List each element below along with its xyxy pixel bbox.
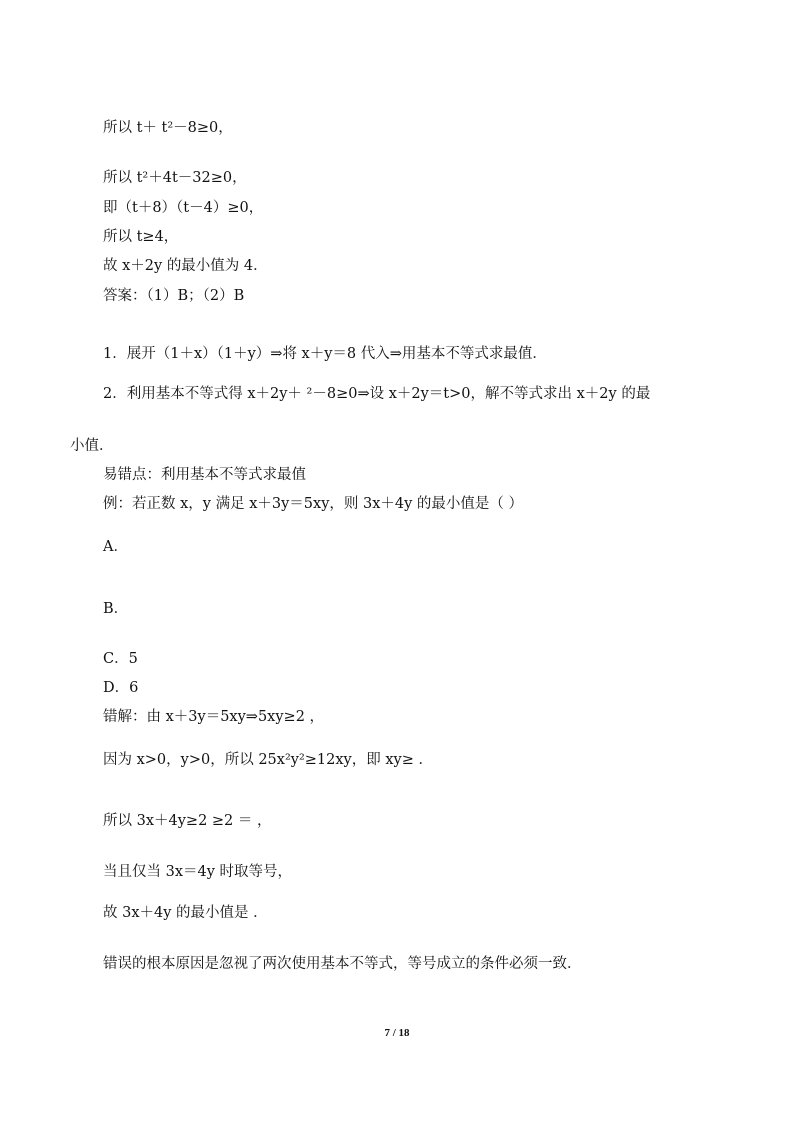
option-d: D．6: [103, 680, 139, 696]
pitfall-heading: 易错点：利用基本不等式求最值: [103, 467, 306, 483]
text-line-1: 所以 t＋ t²－8≥0，: [103, 120, 233, 136]
wrong-solution-line-5: 故 3x＋4y 的最小值是 ．: [103, 905, 268, 921]
option-c: C．5: [103, 651, 138, 667]
text-line-3: 即（t＋8）（t－4）≥0，: [103, 200, 264, 216]
hint-line-2-continued: 小值．: [70, 438, 114, 454]
page-number: 7 / 18: [384, 1027, 410, 1039]
error-reason: 错误的根本原因是忽视了两次使用基本不等式，等号成立的条件必须一致．: [103, 956, 582, 972]
wrong-solution-line-4: 当且仅当 3x＝4y 时取等号，: [103, 864, 293, 880]
hint-line-2: 2．利用基本不等式得 x＋2y＋ ²－8≥0⇒设 x＋2y＝t>0，解不等式求出 x＋2y 的最: [103, 386, 651, 402]
wrong-solution-line-1: 错解：由 x＋3y＝5xy⇒5xy≥2 ，: [103, 709, 325, 725]
text-line-5: 故 x＋2y 的最小值为 4．: [103, 258, 268, 274]
wrong-solution-line-2: 因为 x>0，y>0，所以 25x²y²≥12xy，即 xy≥ ．: [103, 752, 433, 768]
option-a: A．: [103, 539, 128, 555]
text-line-2: 所以 t²＋4t－32≥0，: [103, 170, 247, 186]
option-b: B．: [103, 601, 129, 617]
wrong-solution-line-3: 所以 3x＋4y≥2 ≥2 ＝ ，: [103, 813, 272, 829]
hint-line-1: 1．展开（1＋x）（1＋y）⇒将 x＋y＝8 代入⇒用基本不等式求最值．: [103, 346, 547, 362]
text-line-4: 所以 t≥4，: [103, 229, 179, 245]
example-question: 例：若正数 x，y 满足 x＋3y＝5xy，则 3x＋4y 的最小值是（ ）: [103, 496, 524, 512]
answer-line: 答案：（1）B；（2）B: [103, 288, 245, 304]
